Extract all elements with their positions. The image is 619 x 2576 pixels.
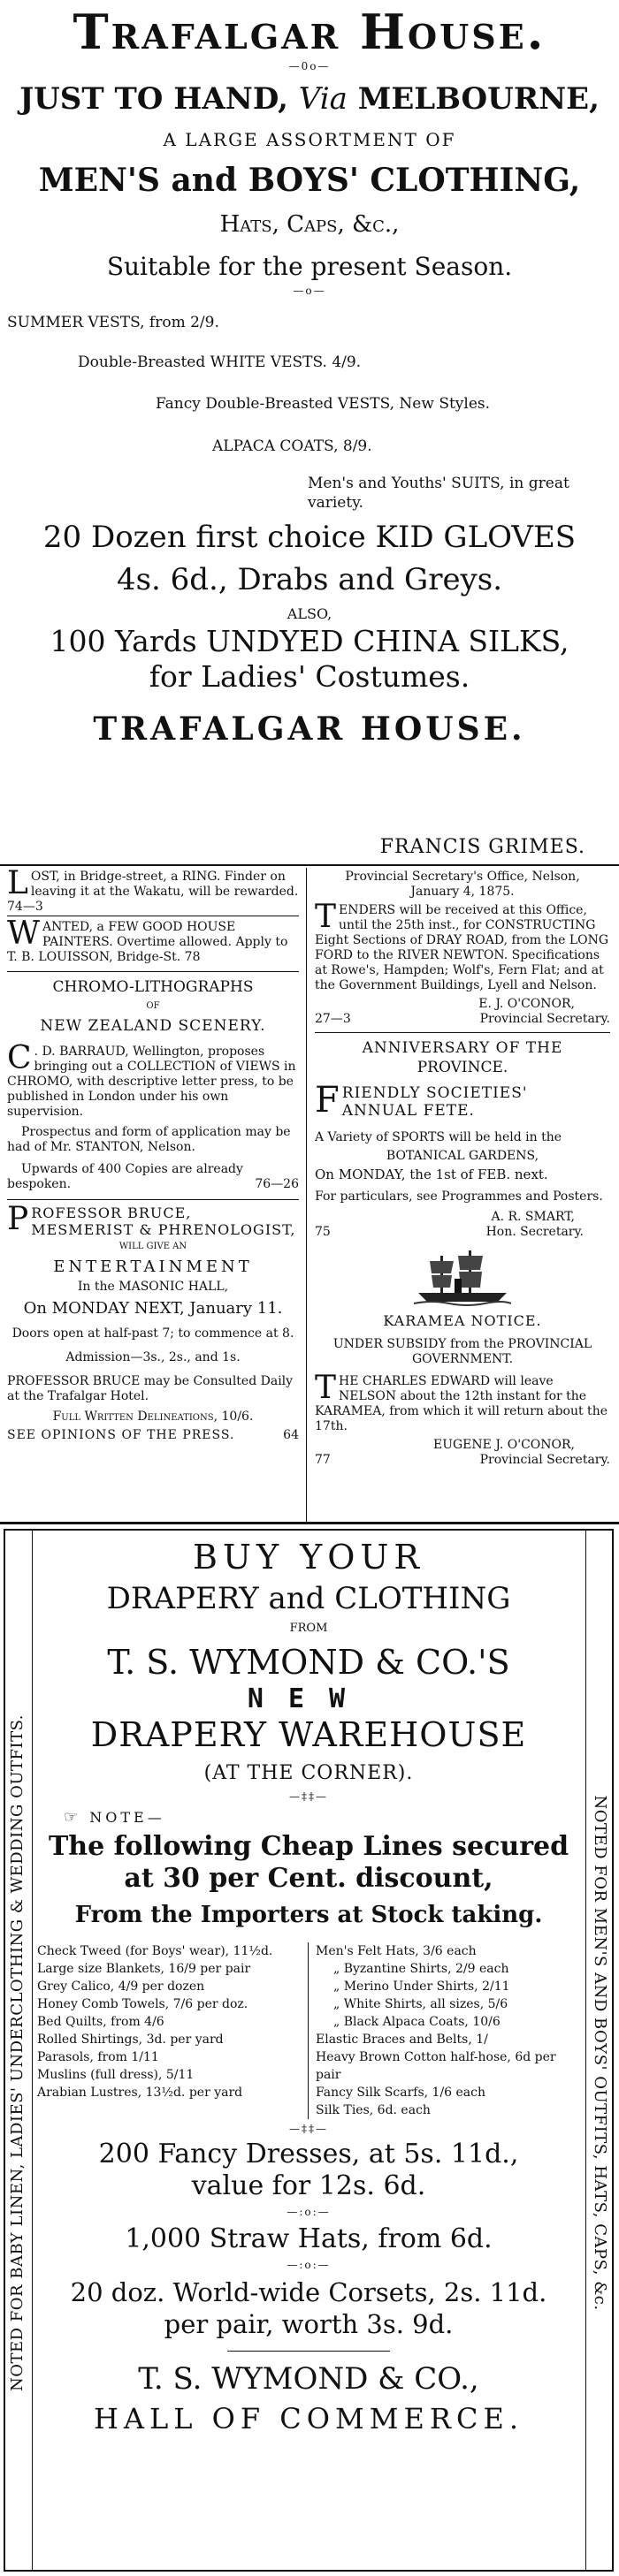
line1-text: JUST TO HAND,	[19, 81, 288, 117]
anniversary-ad	[315, 1038, 610, 1240]
trafalgar-title: Trafalgar House.	[73, 4, 546, 60]
bruce-head: ROFESSOR BRUCE, MESMERIST & PHRENOLOGIST,	[31, 1204, 296, 1238]
chromo-text3: Upwards of 400 Copies are already bespoken.	[7, 1162, 243, 1191]
chromo-of: OF	[146, 1001, 160, 1011]
chromo-head1: CHROMO-LITHOGRAPHS	[52, 978, 254, 996]
price-item: Muslins (full dress), 5/11	[37, 2068, 195, 2082]
karamea-drop: T	[315, 1370, 337, 1406]
from: FROM	[289, 1622, 328, 1635]
item-summer-vests: SUMMER VESTS, from 2/9.	[7, 314, 219, 331]
at-the-corner: (AT THE CORNER).	[203, 1762, 414, 1784]
tenders-date: January 4, 1875.	[410, 885, 515, 899]
trafalgar-footer: TRAFALGAR HOUSE.	[93, 710, 526, 748]
lost-text: OST, in Bridge-street, a RING. Finder on leaving it at the Wakatu, will be rewarded.	[30, 870, 299, 899]
divider	[315, 1032, 610, 1033]
corsets: 20 doz. World-wide Corsets, 2s. 11d.	[70, 2277, 547, 2307]
price-item: Large size Blankets, 16/9 per pair	[37, 1962, 251, 1976]
price-list-right	[309, 1942, 580, 2119]
right-side-rule	[585, 1531, 586, 2570]
tenders-ref: 27—3	[315, 1012, 351, 1026]
karamea-ad	[315, 1312, 610, 1468]
price-item: Fancy Silk Scarfs, 1/6 each	[316, 2086, 486, 2100]
karamea-sigtitle: Provincial Secretary.	[479, 1453, 610, 1467]
item-white-vests: Double-Breasted WHITE VESTS. 4/9.	[78, 353, 362, 371]
anniv-fs2: ANNUAL FETE.	[341, 1102, 475, 1120]
buy-your: BUY YOUR	[193, 1538, 424, 1577]
price-list-left	[37, 1942, 309, 2119]
wymond-name: T. S. WYMOND & CO.'S	[107, 1643, 510, 1682]
china-silks: 100 Yards UNDYED CHINA SILKS,	[50, 624, 569, 658]
value-for: value for 12s. 6d.	[191, 2170, 426, 2201]
price-item: Silk Ties, 6d. each	[316, 2103, 431, 2117]
anniv-head2: PROVINCE.	[416, 1059, 508, 1076]
tenders-drop: T	[315, 899, 337, 935]
ornament: —:o:—	[287, 2206, 331, 2218]
ship-illustration	[315, 1247, 610, 1312]
bruce-adm: Admission—3s., 2s., and 1s.	[65, 1350, 241, 1364]
kid-gloves: 20 Dozen first choice KID GLOVES	[42, 520, 577, 555]
bruce-ref: 64	[283, 1428, 299, 1442]
pointing-hand-icon: ☞	[64, 1808, 79, 1827]
price-item: „ Black Alpaca Coats, 10/6	[333, 2015, 501, 2029]
bruce-see: SEE OPINIONS OF THE PRESS.	[7, 1428, 235, 1442]
left-column	[7, 865, 299, 1443]
chromo-ref: 76—26	[255, 1177, 299, 1191]
anniv-drop: F	[315, 1080, 340, 1121]
price-item: Arabian Lustres, 13½d. per yard	[37, 2086, 243, 2100]
francis-grimes: FRANCIS GRIMES.	[379, 836, 585, 858]
karamea-text: HE CHARLES EDWARD will leave NELSON about the 12th instant for the KARAMEA, from which it will return about the 17th.	[315, 1374, 608, 1433]
price-item: Rolled Shirtings, 3d. per yard	[37, 2033, 224, 2047]
mens-boys-clothing: MEN'S and BOYS' CLOTHING,	[38, 162, 581, 199]
price-columns	[37, 1942, 580, 2119]
drabs-greys: 4s. 6d., Drabs and Greys.	[116, 562, 503, 597]
note-row	[37, 1808, 580, 1828]
anniv-head1: ANNIVERSARY OF THE	[362, 1039, 563, 1057]
hall-of-commerce: HALL OF COMMERCE.	[93, 2402, 523, 2435]
tenders-ad	[315, 870, 610, 1027]
bruce-del: Full Written Delineations, 10/6.	[52, 1410, 254, 1424]
left-side-rule	[32, 1531, 33, 2570]
anniv-fs1: RIENDLY SOCIETIES'	[341, 1084, 528, 1102]
divider	[7, 1199, 299, 1200]
column-rule	[306, 868, 307, 1522]
tenders-text: ENDERS will be received at this Office, until the 25th inst., for CONSTRUCTING Eight Sections of DRAY ROAD, from the LONG FORD to the RIVER NEWTON. Specifications at Rowe's, Hampden; Wolf's, Fern Flat; and at the Government Buildings, Lyell and Nelson.	[315, 903, 609, 992]
lost-ad	[7, 865, 299, 914]
ladies-costumes: for Ladies' Costumes.	[149, 659, 470, 694]
price-item: „ Byzantine Shirts, 2/9 each	[333, 1962, 509, 1976]
chromo-ad	[7, 977, 299, 1192]
price-item: Check Tweed (for Boys' wear), 11½d.	[37, 1944, 273, 1958]
anniv-gardens: BOTANICAL GARDENS,	[386, 1149, 539, 1163]
ornament: —o—	[293, 285, 326, 297]
anniv-sigtitle: Hon. Secretary.	[485, 1225, 584, 1239]
karamea-head: KARAMEA NOTICE.	[383, 1312, 542, 1329]
price-item: Bed Quilts, from 4/6	[37, 2015, 164, 2029]
karamea-ref: 77	[315, 1453, 331, 1467]
stock-taking: From the Importers at Stock taking.	[74, 1902, 543, 1928]
lost-ref: 74—3	[7, 900, 43, 914]
bruce-drop: P	[7, 1201, 29, 1237]
right-side-banner: NOTED FOR MEN'S AND BOYS' OUTFITS, HATS, CAPS, &c.	[591, 1795, 609, 2311]
just-to-hand	[7, 81, 612, 117]
cheap-lines: The following Cheap Lines secured	[48, 1831, 569, 1862]
price-item: Heavy Brown Cotton half-hose, 6d per pair	[316, 2050, 556, 2082]
price-item: Honey Comb Towels, 7/6 per doz.	[37, 1997, 248, 2011]
price-item: „ White Shirts, all sizes, 5/6	[333, 1997, 508, 2011]
bruce-date: On MONDAY NEXT, January 11.	[23, 1299, 283, 1318]
chromo-head2: NEW ZEALAND SCENERY.	[40, 1017, 266, 1035]
right-column	[315, 870, 610, 1468]
anniv-text: A Variety of SPORTS will be held in the	[315, 1130, 562, 1144]
item-suits: Men's and Youths' SUITS, in great variety.	[308, 475, 569, 512]
wanted-drop: W	[7, 916, 41, 952]
thirty-percent: at 30 per Cent. discount,	[124, 1863, 493, 1894]
also: ALSO,	[287, 605, 332, 622]
anniv-ref: 75	[315, 1225, 331, 1239]
ornament: —‡‡—	[289, 2123, 328, 2135]
price-item: Men's Felt Hats, 3/6 each	[316, 1944, 477, 1958]
drapery-warehouse: DRAPERY WAREHOUSE	[90, 1715, 527, 1754]
price-item: Parasols, from 1/11	[37, 2050, 159, 2064]
chromo-drop: C	[7, 1040, 32, 1076]
straw-hats: 1,000 Straw Hats, from 6d.	[125, 2223, 493, 2254]
large-assortment: A LARGE ASSORTMENT OF	[163, 129, 456, 150]
drapery-clothing: DRAPERY and CLOTHING	[106, 1581, 511, 1616]
chromo-text: . D. BARRAUD, Wellington, proposes bringing out a COLLECTION of VIEWS in CHROMO, with descriptive letter press, to be published in London under his own supervision.	[7, 1045, 296, 1119]
price-item: „ Merino Under Shirts, 2/11	[333, 1979, 510, 1994]
ornament: —0o—	[288, 60, 331, 72]
tenders-sigtitle: Provincial Secretary.	[479, 1012, 610, 1026]
wymond-footer: T. S. WYMOND & CO.,	[138, 2361, 479, 2397]
bruce-doors: Doors open at half-past 7; to commence at 8.	[11, 1326, 294, 1341]
trafalgar-ad	[7, 5, 612, 871]
wanted-text: ANTED, a FEW GOOD HOUSE PAINTERS. Overtime allowed. Apply to T. B. LOUISSON, Bridge-St.	[7, 920, 288, 964]
line1-via: Via	[298, 81, 348, 117]
ornament: —:o:—	[287, 2259, 331, 2271]
wanted-ref: 78	[184, 950, 201, 964]
bruce-ent: ENTERTAINMENT	[53, 1258, 253, 1276]
anniv-date: On MONDAY, the 1st of FEB. next.	[315, 1166, 548, 1182]
item-fancy-vests: Fancy Double-Breasted VESTS, New Styles.	[156, 395, 491, 413]
tenders-sig: E. J. O'CONOR,	[478, 997, 575, 1011]
karamea-sig: EUGENE J. O'CONOR,	[432, 1438, 575, 1452]
bruce-ad	[7, 1201, 299, 1443]
tenders-office: Provincial Secretary's Office, Nelson,	[345, 870, 580, 884]
left-side-banner: NOTED FOR BABY LINEN, LADIES' UNDERCLOTHING & WEDDING OUTFITS.	[8, 1714, 27, 2392]
divider	[7, 971, 299, 972]
note-label: NOTE—	[89, 1809, 165, 1826]
divider	[0, 1522, 619, 1524]
line1-end: MELBOURNE,	[357, 81, 600, 117]
karamea-sub: UNDER SUBSIDY from the PROVINCIAL GOVERNMENT.	[332, 1337, 592, 1366]
chromo-text2: Prospectus and form of application may be had of Mr. STANTON, Nelson.	[7, 1125, 291, 1154]
item-alpaca-coats: ALPACA COATS, 8/9.	[212, 437, 372, 455]
ship-icon	[414, 1247, 511, 1309]
per-pair: per pair, worth 3s. 9d.	[164, 2309, 454, 2339]
anniv-sig: A. R. SMART,	[491, 1210, 575, 1224]
price-item: Elastic Braces and Belts, 1/	[316, 2033, 488, 2047]
bruce-will: WILL GIVE AN	[118, 1242, 187, 1251]
hats-caps: Hats, Caps, &c.,	[219, 211, 400, 238]
bruce-consult: PROFESSOR BRUCE may be Consulted Daily at the Trafalgar Hotel.	[7, 1374, 294, 1403]
fancy-dresses: 200 Fancy Dresses, at 5s. 11d.,	[98, 2139, 519, 2169]
suitable-season: Suitable for the present Season.	[106, 252, 513, 281]
divider	[227, 2351, 390, 2352]
divider	[0, 864, 619, 866]
anniv-partic: For particulars, see Programmes and Posters.	[315, 1189, 603, 1204]
price-item: Grey Calico, 4/9 per dozen	[37, 1979, 205, 1994]
new: NEW	[247, 1683, 371, 1714]
wanted-ad	[7, 916, 299, 968]
lost-drop: L	[7, 865, 28, 901]
wymond-ad	[37, 1538, 580, 2436]
bruce-hall: In the MASONIC HALL,	[77, 1280, 229, 1294]
item-list	[7, 313, 612, 516]
ornament: —‡‡—	[289, 1790, 328, 1803]
